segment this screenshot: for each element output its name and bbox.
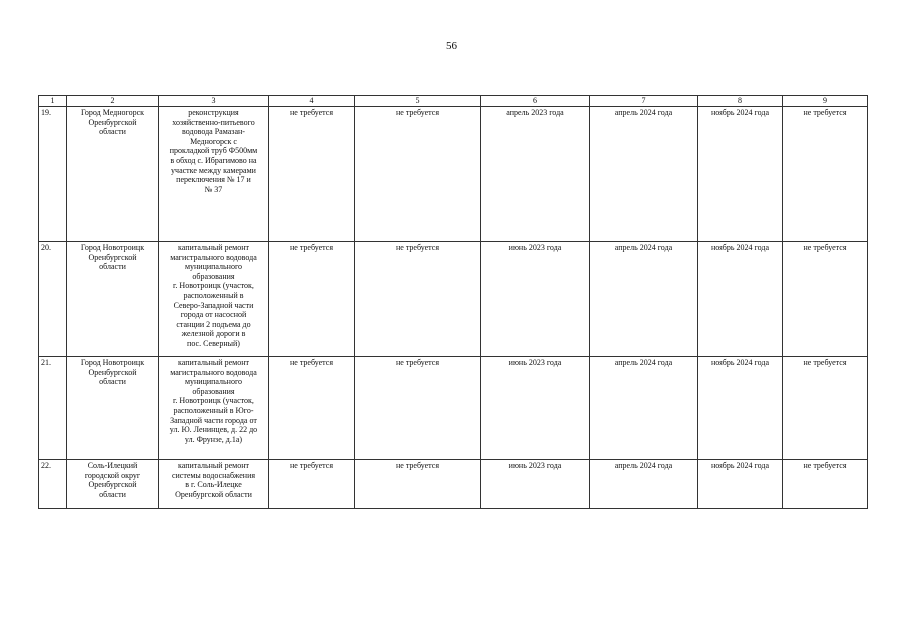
territory-cell: Город Новотроицк Оренбургской области — [67, 357, 159, 460]
table-row — [39, 242, 868, 357]
col8-cell: ноябрь 2024 года — [698, 107, 783, 242]
col5-cell: не требуется — [355, 107, 481, 242]
row-number: 22. — [39, 460, 67, 509]
header-cell: 1 — [39, 96, 67, 107]
col4-cell: не требуется — [269, 460, 355, 509]
page-number: 56 — [446, 40, 457, 52]
col9-cell: не требуется — [783, 107, 868, 242]
row-number: 19. — [39, 107, 67, 242]
col4-cell: не требуется — [269, 107, 355, 242]
header-cell: 2 — [67, 96, 159, 107]
col7-cell: апрель 2024 года — [590, 357, 698, 460]
col6-cell: июнь 2023 года — [481, 460, 590, 509]
col7-cell: апрель 2024 года — [590, 242, 698, 357]
header-cell: 7 — [590, 96, 698, 107]
col5-cell: не требуется — [355, 242, 481, 357]
work-description-cell: капитальный ремонт магистрального водовода муниципального образования г. Новотроицк (участок, расположенный в Юго- Западной части города от ул. Ю. Ленинцев, д. 22 до ул. Фрунзе, д.1а) — [159, 357, 269, 460]
work-description-cell: реконструкция хозяйственно-питьевого водовода Рамазан- Медногорск с прокладкой труб Ф500мм в обход с. Ибрагимово на участке между камерами переключения № 17 и № 37 — [159, 107, 269, 242]
territory-cell: Соль-Илецкий городской округ Оренбургской области — [67, 460, 159, 509]
col7-cell: апрель 2024 года — [590, 460, 698, 509]
col9-cell: не требуется — [783, 242, 868, 357]
work-description-cell: капитальный ремонт магистрального водовода муниципального образования г. Новотроицк (участок, расположенный в Северо-Западной части города от насосной станции 2 подъема до железной дороги в пос. Северный) — [159, 242, 269, 357]
col4-cell: не требуется — [269, 242, 355, 357]
work-description-cell: капитальный ремонт системы водоснабжения в г. Соль-Илецке Оренбургской области — [159, 460, 269, 509]
col5-cell: не требуется — [355, 460, 481, 509]
col6-cell: июнь 2023 года — [481, 357, 590, 460]
table-row — [39, 107, 868, 242]
col8-cell: ноябрь 2024 года — [698, 242, 783, 357]
territory-cell: Город Новотроицк Оренбургской области — [67, 242, 159, 357]
header-cell: 8 — [698, 96, 783, 107]
territory-cell: Город Медногорск Оренбургской области — [67, 107, 159, 242]
header-cell: 5 — [355, 96, 481, 107]
col4-cell: не требуется — [269, 357, 355, 460]
col8-cell: ноябрь 2024 года — [698, 357, 783, 460]
header-cell: 9 — [783, 96, 868, 107]
table-row — [39, 357, 868, 460]
col9-cell: не требуется — [783, 357, 868, 460]
col7-cell: апрель 2024 года — [590, 107, 698, 242]
col6-cell: апрель 2023 года — [481, 107, 590, 242]
header-cell: 3 — [159, 96, 269, 107]
col6-cell: июнь 2023 года — [481, 242, 590, 357]
col8-cell: ноябрь 2024 года — [698, 460, 783, 509]
row-number: 21. — [39, 357, 67, 460]
header-cell: 4 — [269, 96, 355, 107]
table-row — [39, 460, 868, 509]
works-table — [38, 95, 868, 509]
header-row — [39, 96, 868, 107]
col9-cell: не требуется — [783, 460, 868, 509]
header-cell: 6 — [481, 96, 590, 107]
col5-cell: не требуется — [355, 357, 481, 460]
row-number: 20. — [39, 242, 67, 357]
